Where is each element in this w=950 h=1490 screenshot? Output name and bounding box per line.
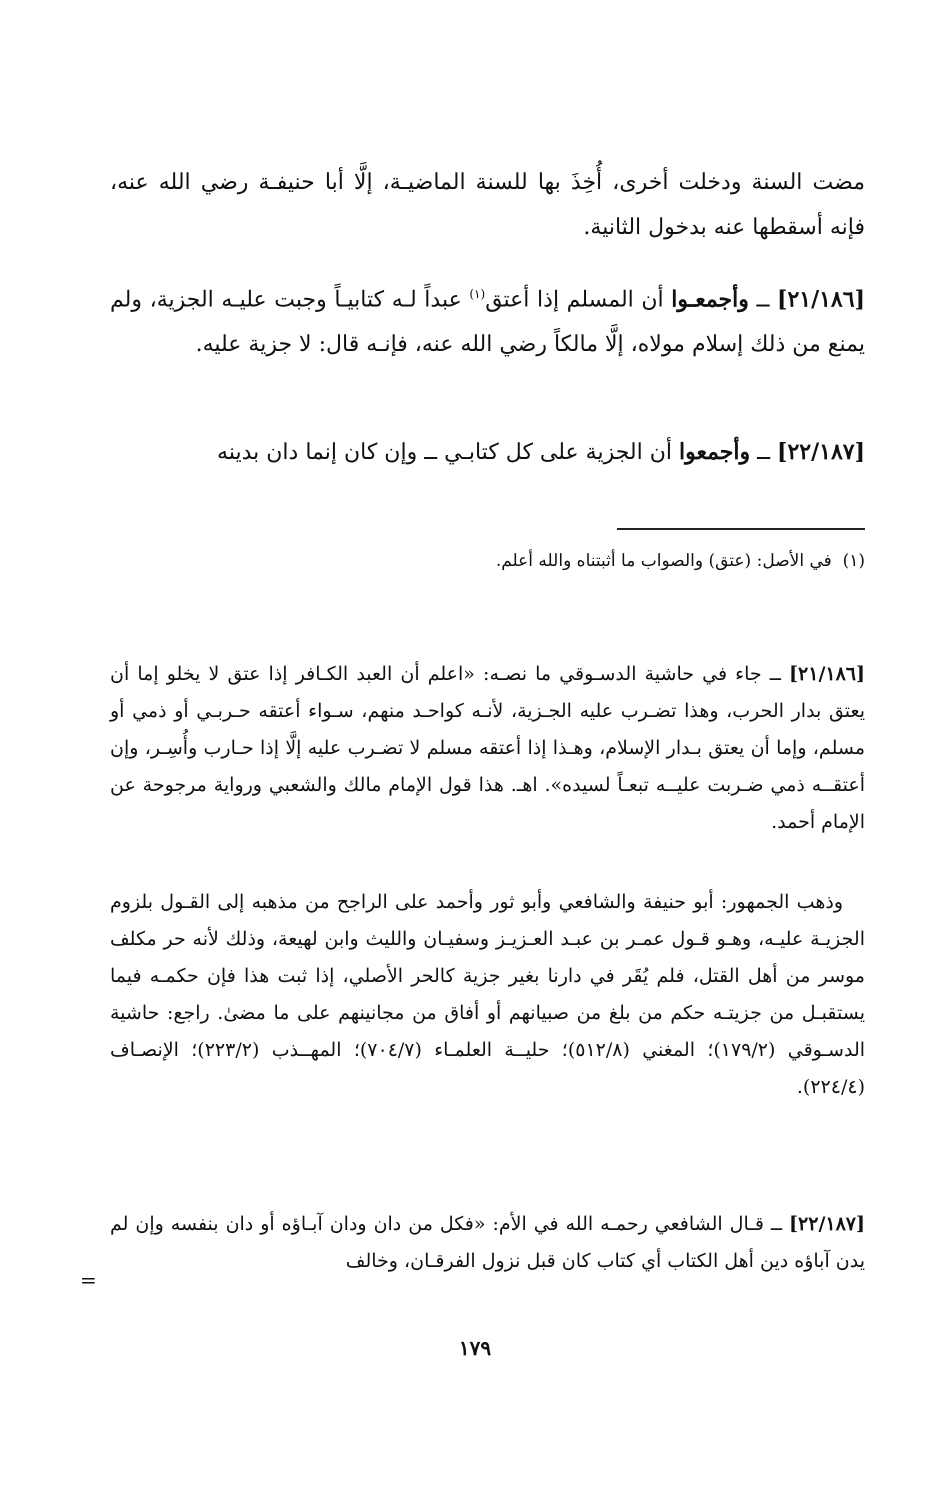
footnote-reference[interactable]: (١) <box>469 287 486 301</box>
main-text-para-1 <box>110 160 865 250</box>
continuation-mark: = <box>80 1268 97 1292</box>
issue-number: [٢٢/١٨٧] <box>777 439 865 465</box>
main-paragraph <box>110 272 865 367</box>
paragraph-text: ــ جاء في حاشية الدسـوقي ما نصـه: «اعلم أن العبد الكـافر إذا عتق لا يخلو إما أن يعتق بدار الحرب، وهذا تضـرب عليه الجـزية، لأنـه كواحـد منهم، سـواء أعتقه حـربـي أو ذمي أو مسلم، وإما أن يعتق بـدار الإسلام، وهـذا إذا أعتقه مسلم لا تضـرب عليه إلَّا إذا حـارب وأُسِـر، وإن أعتقــه ذمي ضـربت عليــه تبعـاً لسيده». اهـ. هذا قول الإمام مالك والشعبي ورواية مرجوحة عن الإمام أحمد. <box>110 663 865 833</box>
keyword: وأجمعـوا <box>671 286 749 313</box>
page-number: ١٧٩ <box>458 1336 492 1360</box>
footnote-divider <box>617 528 865 530</box>
paragraph-text: أن المسلم إذا أعتق <box>485 287 672 313</box>
footnote-marker: (١) <box>842 551 865 571</box>
keyword: وأجمعوا <box>678 439 751 465</box>
commentary-para-3 <box>110 1206 865 1280</box>
issue-number: [٢١/١٨٦] <box>777 286 865 313</box>
footnote <box>110 546 865 576</box>
commentary-paragraph <box>110 1206 865 1280</box>
main-paragraph <box>110 430 865 475</box>
main-text-para-2 <box>110 272 865 367</box>
main-text-para-3 <box>110 430 865 475</box>
dash-separator: ــ <box>750 440 778 465</box>
footnote-text: في الأصل: (عتق) والصواب ما أثبتناه والله أعلم. <box>495 551 832 571</box>
issue-number: [٢٢/١٨٧] <box>789 1213 865 1235</box>
issue-number: [٢١/١٨٦] <box>789 663 865 685</box>
main-paragraph: مضت السنة ودخلت أخرى، أُخِذَ بها للسنة الماضيـة، إلَّا أبا حنيفـة رضي الله عنه، فإنه أسقطها عنه بدخول الثانية. <box>110 170 865 240</box>
commentary-para-2 <box>110 884 865 1106</box>
paragraph-text: أن الجزية على كل كتابـي ــ وإن كان إنما دان بدينه <box>217 440 679 465</box>
commentary-paragraph <box>110 656 865 841</box>
paragraph-text: ــ قـال الشافعي رحمـه الله في الأم: «فكل من دان ودان آبـاؤه أو دان بنفسه وإن لم يدن آباؤه دين أهل الكتاب أي كتاب كان قبل نزول الفرقـان، وخالف <box>110 1213 865 1272</box>
commentary-paragraph: وذهب الجمهور: أبو حنيفة والشافعي وأبو ثور وأحمد على الراجح من مذهبه إلى القـول بلزوم الجزيـة عليـه، وهـو قـول عمـر بن عبـد العـزيـز وسفيـان والليث وابن لهيعة، وذلك لأنه حر مكلف موسر من أهل القتل، فلم يُقَر في دارنا بغير جزية كالحر الأصلي، إذا ثبت هذا فإن حكمـه فيما يستقبـل من جزيتـه حكم من بلغ من صبيانهم أو أفاق من مجانينهم على ما مضىٰ. راجع: حاشية الدسـوقي (١٧٩/٢)؛ المغني (٥١٢/٨)؛ حليــة العلمـاء (٧٠٤/٧)؛ المهــذب (٢٢٣/٢)؛ الإنصـاف (٢٢٤/٤). <box>110 891 866 1098</box>
dash-separator: ــ <box>748 287 778 313</box>
paragraph-text: عبداً لـه كتابيـاً وجبت عليـه الجزية، ولم يمنع من ذلك إسلام مولاه، إلَّا مالكاً رضي الله عنه، فإنـه قال: لا جزية عليه. <box>110 287 865 358</box>
commentary-para-1 <box>110 656 865 841</box>
